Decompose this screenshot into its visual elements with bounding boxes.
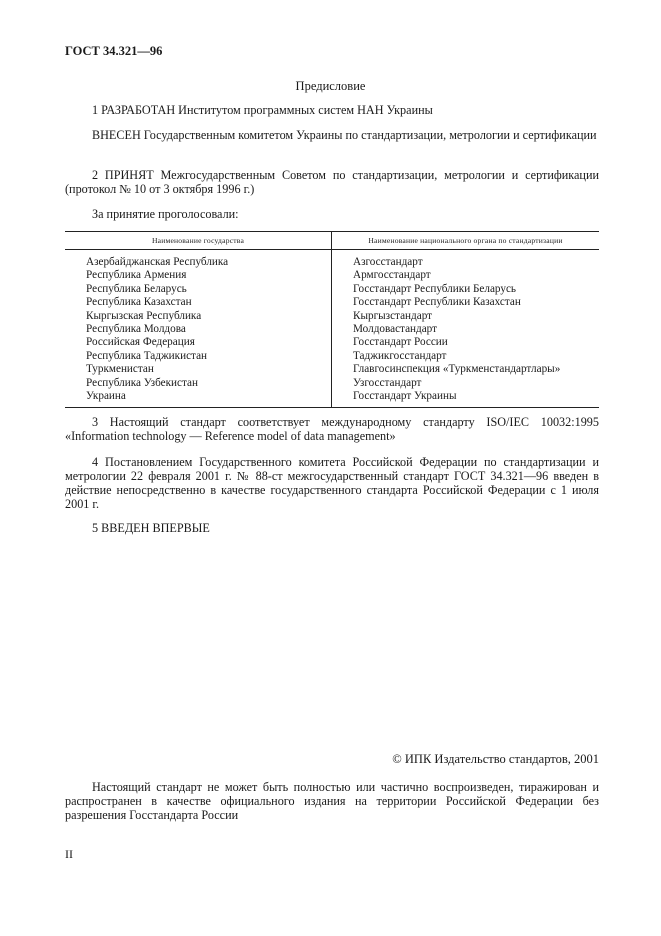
- standards-body-name: Армгосстандарт: [353, 269, 431, 282]
- state-name: Республика Узбекистан: [86, 376, 198, 389]
- paragraph-voted: [65, 207, 599, 221]
- state-name: Туркменистан: [86, 363, 154, 376]
- page-title: Предисловие: [295, 79, 366, 93]
- standards-body-name: Азгосстандарт: [353, 256, 423, 268]
- state-name: Республика Молдова: [86, 323, 186, 336]
- paragraph-text: 3 Настоящий стандарт соответствует международному стандарту ISO/IEC 10032:1995 «Information technology — Reference model of data management»: [65, 415, 599, 443]
- paragraph-enactment: [65, 455, 599, 511]
- paragraph-text: 1 РАЗРАБОТАН Институтом программных систем НАН Украины: [92, 103, 433, 117]
- copyright-notice: © ИПК Издательство стандартов, 2001: [392, 752, 599, 766]
- standards-body-name: Кыргызстандарт: [353, 309, 433, 322]
- document-header: ГОСТ 34.321—96: [65, 44, 163, 58]
- states-column: [65, 250, 332, 408]
- paragraph-conformance: [65, 415, 599, 443]
- paragraph-first-introduced: [65, 521, 599, 535]
- paragraph-text: 4 Постановлением Государственного комитета Российской Федерации по стандартизации и метрологии 22 февраля 2001 г. № 88-ст межгосударственный стандарт ГОСТ 34.321—96 введен в действие непосредственно в качестве государственного стандарта Российской Федерации с 1 июля 2001 г.: [65, 455, 599, 511]
- paragraph-accepted: [65, 168, 599, 196]
- state-name: Республика Армения: [86, 269, 187, 282]
- state-name: Украина: [86, 390, 126, 403]
- state-name: Республика Таджикистан: [86, 349, 208, 362]
- standards-body-name: Госстандарт России: [353, 336, 448, 349]
- paragraph-developed: [65, 103, 599, 117]
- standards-body-name: Главгосинспекция «Туркменстандартлары»: [353, 363, 561, 376]
- standards-body-name: Таджикгосстандарт: [353, 349, 447, 362]
- standards-body-name: Госстандарт Украины: [353, 390, 457, 403]
- state-name: Азербайджанская Республика: [86, 256, 229, 268]
- table-header-state: Наименование государства: [65, 232, 332, 250]
- paragraph-text: 5 ВВЕДЕН ВПЕРВЫЕ: [92, 521, 210, 535]
- standards-body-name: Госстандарт Республики Беларусь: [353, 282, 517, 295]
- state-name: Республика Беларусь: [86, 282, 187, 295]
- paragraph-introduced: [65, 128, 599, 142]
- table-header-body: Наименование национального органа по стандартизации: [332, 232, 600, 250]
- voting-states-table: [65, 231, 599, 408]
- paragraph-text: Настоящий стандарт не может быть полностью или частично воспроизведен, тиражирован и распространен в качестве официального издания на территории Российской Федерации без разрешения Госстандарта России: [65, 780, 599, 822]
- reproduction-notice: [65, 780, 599, 822]
- standards-body-name: Молдовастандарт: [353, 323, 438, 336]
- paragraph-text: 2 ПРИНЯТ Межгосударственным Советом по стандартизации, метрологии и сертификации (протокол № 10 от 3 октября 1996 г.): [65, 168, 599, 196]
- standards-body-name: Узгосстандарт: [353, 376, 422, 389]
- bodies-column: [332, 250, 600, 408]
- page-number: II: [65, 847, 73, 861]
- standards-body-name: Госстандарт Республики Казахстан: [353, 296, 521, 309]
- paragraph-text: ВНЕСЕН Государственным комитетом Украины по стандартизации, метрологии и сертификации: [92, 128, 597, 142]
- state-name: Кыргызская Республика: [86, 309, 202, 322]
- state-name: Российская Федерация: [86, 336, 195, 349]
- state-name: Республика Казахстан: [86, 296, 192, 309]
- paragraph-text: За принятие проголосовали:: [92, 207, 239, 221]
